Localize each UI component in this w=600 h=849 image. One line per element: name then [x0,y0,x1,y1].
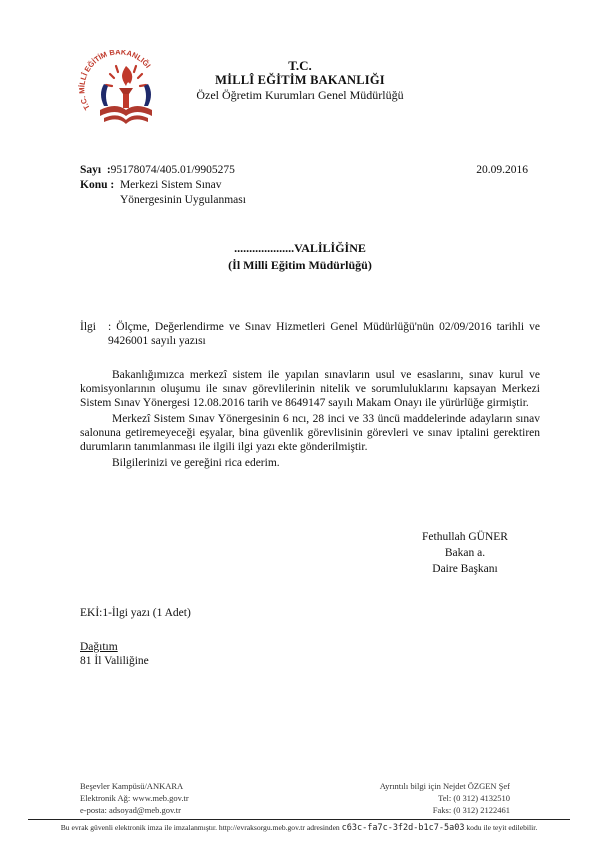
footer-web: Elektronik Ağ: www.meb.gov.tr [80,793,189,803]
addressee [0,240,600,274]
ministry-logo-icon [78,50,168,140]
addressee-line-2: (İl Milli Eğitim Müdürlüğü) [228,258,372,272]
reference-text: : Ölçme, Değerlendirme ve Sınav Hizmetleri Genel Müdürlüğü'nün 02/09/2016 tarihli ve 9426001 sayılı yazısı [108,321,540,347]
letter-body [80,368,540,472]
footer-tel: Tel: (0 312) 4132510 [438,793,510,803]
sayi-label: Sayı : [80,164,111,176]
letterhead-ministry: MİLLÎ EĞİTİM BAKANLIĞI [215,73,385,87]
body-paragraph-1: Bakanlığımızca merkezî sistem ile yapılan sınavların usul ve esaslarını, sınav kurul ve komisyonlarının oluşumu ile sınav görevlilerinin nitelik ve sorumluluklarını kapsayan Merkezi Sistem Sınav Yönergesi 12.08.2016 tarih ve 8649147 sayılı Makam Onayı ile yürürlüğe girmiştir. [80,369,540,409]
footer-left [80,780,189,816]
letterhead-department: Özel Öğretim Kurumları Genel Müdürlüğü [196,88,404,102]
konu-line-2: Yönergesinin Uygulanması [120,194,246,206]
letter-date: 20.09.2016 [476,164,528,176]
verify-code: c63c-fa7c-3f2d-b1c7-5a03 [341,823,465,833]
letter-meta [80,163,528,208]
signer-name: Fethullah GÜNER [422,531,508,543]
letterhead-tc: T.C. [288,58,312,73]
konu-label: Konu : [80,179,115,191]
signature-block [400,529,530,577]
distribution [80,640,149,668]
verify-prefix: Bu evrak güvenli elektronik imza ile imzalanmıştır. http://evraksorgu.meb.gov.tr adresinden [60,823,340,832]
sayi-row [80,163,510,178]
letterhead [180,58,420,103]
konu-line-1: Merkezi Sistem Sınav [114,179,222,191]
verify-suffix: kodu ile teyit edilebilir. [466,823,538,832]
footer-address: Beşevler Kampüsü/ANKARA [80,781,184,791]
addressee-line-1: ....................VALİLİĞİNE [234,241,366,255]
body-paragraph-3: Bilgilerinizi ve gereğini rica ederim. [112,457,280,469]
footer-fax: Faks: (0 312) 2122461 [432,805,510,815]
body-paragraph-2: Merkezî Sistem Sınav Yönergesinin 6 ncı, 28 inci ve 33 üncü maddelerinde adayların sınav salonuna getiremeyeceği eşyalar, bina güvenlik görevlisinin görevleri ve sınav iptalini gerektiren durumların tanımlanması ile ilgili ilgi yazı ekte gönderilmiştir. [80,413,540,453]
signer-title-1: Bakan a. [444,547,486,559]
footer-email: e-posta: adsoyad@meb.gov.tr [80,805,181,815]
svg-text:T.C. MİLLÎ EĞİTİM BAKANLIĞI: T.C. MİLLÎ EĞİTİM BAKANLIĞI [78,50,153,112]
footer-right [380,780,510,816]
e-signature-verification [28,819,570,834]
sayi-value: 95178074/405.01/9905275 [110,164,235,176]
distribution-item: 81 İl Valiliğine [80,655,149,667]
ministry-logo [78,50,168,140]
signer-title-2: Daire Başkanı [432,563,498,575]
distribution-title: Dağıtım [80,641,118,653]
reference-label: İlgi [80,321,96,333]
konu-row [80,178,510,193]
footer-info: Ayrıntılı bilgi için Nejdet ÖZGEN Şef [379,781,510,791]
attachment-note: EKİ:1-İlgi yazı (1 Adet) [80,607,191,619]
reference [80,320,540,348]
